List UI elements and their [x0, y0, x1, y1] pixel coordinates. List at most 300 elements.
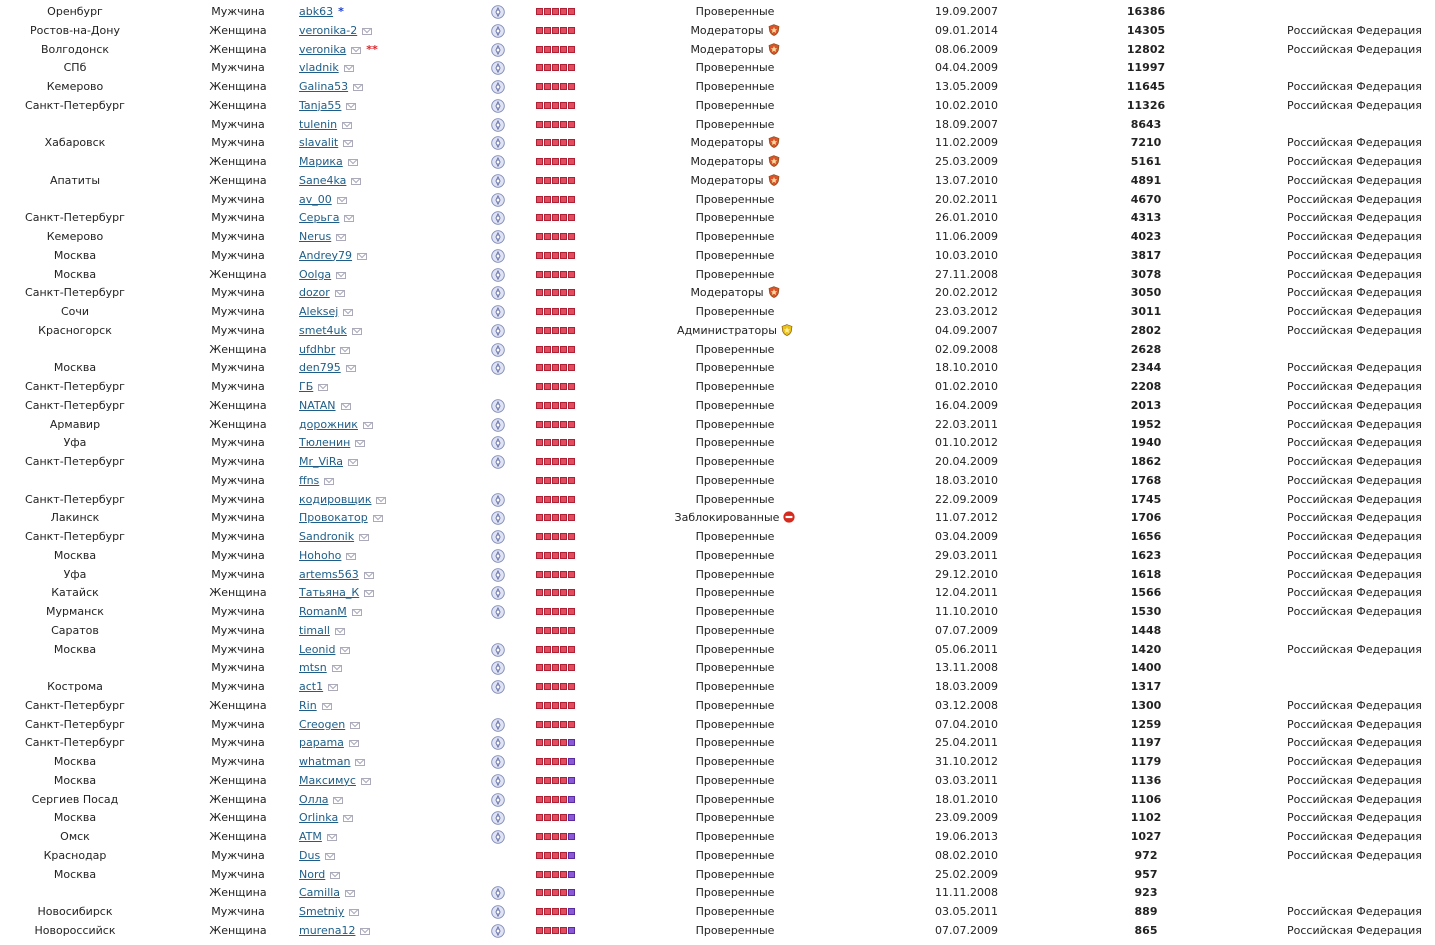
- reputation-squares: [536, 552, 576, 560]
- envelope-icon[interactable]: [341, 403, 351, 410]
- icq-icon[interactable]: [491, 530, 505, 544]
- envelope-icon[interactable]: [355, 759, 365, 766]
- icq-icon[interactable]: [491, 643, 505, 657]
- city: Москва: [53, 755, 97, 768]
- reputation-squares: [536, 46, 576, 54]
- icq-icon[interactable]: [491, 755, 505, 769]
- username-link[interactable]: Andrey79: [299, 248, 353, 262]
- reputation-square: [536, 458, 543, 465]
- envelope-icon[interactable]: [350, 722, 360, 729]
- city: Новороссийск: [34, 923, 116, 937]
- username-link[interactable]: Smetniy: [299, 905, 345, 918]
- envelope-icon[interactable]: [322, 703, 332, 710]
- reputation-squares: [536, 8, 576, 16]
- envelope-icon[interactable]: [343, 309, 353, 316]
- envelope-icon[interactable]: [349, 740, 359, 747]
- username-link[interactable]: Nerus: [299, 230, 332, 243]
- username-link[interactable]: Татьяна_К: [299, 586, 360, 600]
- envelope-icon[interactable]: [346, 365, 356, 372]
- reputation-square: [544, 27, 551, 34]
- member-row: [0, 678, 1435, 697]
- city: Кемерово: [46, 80, 104, 93]
- envelope-icon[interactable]: [361, 778, 371, 785]
- envelope-icon[interactable]: [351, 47, 361, 54]
- country: Российская Федерация: [1287, 98, 1422, 112]
- icq-icon[interactable]: [491, 680, 505, 694]
- username-link[interactable]: ufdhbr: [299, 342, 336, 356]
- city: СПб: [63, 61, 87, 75]
- icq-icon[interactable]: [491, 61, 505, 75]
- username-link[interactable]: av_00: [299, 192, 332, 206]
- gender: Мужчина: [211, 661, 265, 675]
- icq-icon[interactable]: [491, 418, 505, 432]
- envelope-icon[interactable]: [346, 553, 356, 560]
- reputation-square: [536, 177, 543, 184]
- registration-date: 11.06.2009: [935, 230, 998, 243]
- country: Российская Федерация: [1287, 923, 1422, 937]
- reputation-square: [568, 327, 575, 334]
- envelope-icon[interactable]: [336, 272, 346, 279]
- city: Хабаровск: [44, 136, 106, 150]
- registration-date: 13.05.2009: [935, 80, 998, 93]
- icq-icon[interactable]: [491, 568, 505, 582]
- city: Кострома: [47, 680, 103, 693]
- username-link[interactable]: vladnik: [299, 61, 339, 75]
- reputation-square: [536, 514, 543, 521]
- username-link[interactable]: ГБ: [299, 380, 314, 393]
- envelope-icon[interactable]: [343, 815, 353, 822]
- reputation-square: [568, 458, 575, 465]
- username-link[interactable]: smet4uk: [299, 323, 347, 337]
- icq-icon[interactable]: [491, 343, 505, 357]
- icq-icon[interactable]: [491, 661, 505, 675]
- post-count: 1952: [1130, 417, 1162, 431]
- envelope-icon[interactable]: [340, 347, 350, 354]
- username-link[interactable]: Sane4ka: [299, 173, 347, 187]
- icq-icon[interactable]: [491, 586, 505, 600]
- post-count: 1862: [1130, 455, 1162, 468]
- reputation-squares: [536, 777, 576, 785]
- icq-icon[interactable]: [491, 493, 505, 507]
- reputation-squares: [536, 102, 576, 110]
- moderator-shield-icon: [768, 286, 780, 298]
- username-link[interactable]: dozor: [299, 286, 330, 300]
- member-mark: **: [366, 42, 378, 56]
- group-label: Проверенные: [695, 192, 775, 206]
- member-row: [0, 116, 1435, 135]
- group-label: Проверенные: [695, 361, 775, 375]
- envelope-icon[interactable]: [344, 65, 354, 72]
- city: Санкт-Петербург: [25, 530, 125, 543]
- reputation-squares: [536, 402, 576, 410]
- envelope-icon[interactable]: [359, 534, 369, 541]
- username-link[interactable]: Максимус: [299, 773, 356, 787]
- envelope-icon[interactable]: [333, 797, 343, 804]
- username-cell: [299, 791, 343, 809]
- icq-icon[interactable]: [491, 830, 505, 844]
- reputation-squares: [536, 889, 576, 897]
- envelope-icon[interactable]: [357, 253, 367, 260]
- username-link[interactable]: abk63: [299, 5, 334, 18]
- username-link[interactable]: Rin: [299, 698, 317, 712]
- country: Российская Федерация: [1287, 530, 1422, 543]
- reputation-square: [560, 702, 567, 709]
- envelope-icon[interactable]: [330, 872, 340, 879]
- member-group: [640, 528, 830, 546]
- post-count: 4670: [1130, 192, 1162, 206]
- icq-icon[interactable]: [491, 193, 505, 207]
- reputation-square: [552, 83, 559, 90]
- envelope-icon[interactable]: [327, 834, 337, 841]
- registration-date: 01.10.2012: [935, 436, 998, 450]
- reputation-square: [568, 214, 575, 221]
- username-link[interactable]: veronika: [299, 42, 347, 56]
- envelope-icon[interactable]: [352, 328, 362, 335]
- username-cell: [299, 453, 358, 471]
- username-cell: [299, 641, 350, 659]
- envelope-icon[interactable]: [340, 647, 350, 654]
- envelope-icon[interactable]: [376, 497, 386, 504]
- member-row: [0, 59, 1435, 78]
- registration-date: 02.09.2008: [935, 342, 998, 356]
- reputation-square: [560, 608, 567, 615]
- username-link[interactable]: Aleksej: [299, 305, 339, 318]
- reputation-square: [544, 46, 551, 53]
- icq-icon[interactable]: [491, 155, 505, 169]
- username-cell: [299, 584, 374, 602]
- city: Саратов: [51, 623, 99, 637]
- reputation-square: [544, 871, 551, 878]
- icq-icon[interactable]: [491, 5, 505, 19]
- group-label: Проверенные: [695, 698, 775, 712]
- username-link[interactable]: ffns: [299, 473, 320, 487]
- username-link[interactable]: Tanja55: [299, 98, 342, 112]
- icq-icon[interactable]: [491, 174, 505, 188]
- reputation-squares: [536, 496, 576, 504]
- country: Российская Федерация: [1287, 548, 1422, 562]
- username-cell: [299, 866, 340, 884]
- group-label: Проверенные: [695, 886, 775, 900]
- reputation-square: [536, 927, 543, 934]
- username-link[interactable]: Nord: [299, 867, 326, 881]
- username-link[interactable]: Sandronik: [299, 530, 355, 543]
- envelope-icon[interactable]: [351, 178, 361, 185]
- icq-icon[interactable]: [491, 605, 505, 619]
- city: Санкт-Петербург: [25, 736, 125, 750]
- envelope-icon[interactable]: [348, 459, 358, 466]
- member-group: [640, 884, 830, 902]
- username-link[interactable]: Марика: [299, 155, 343, 168]
- member-group: [640, 59, 830, 77]
- envelope-icon[interactable]: [346, 103, 356, 110]
- envelope-icon[interactable]: [335, 628, 345, 635]
- envelope-icon[interactable]: [352, 609, 362, 616]
- envelope-icon[interactable]: [335, 290, 345, 297]
- gender: Мужчина: [211, 61, 265, 75]
- icq-icon[interactable]: [491, 305, 505, 319]
- icq-icon[interactable]: [491, 924, 505, 938]
- username-link[interactable]: кодировщик: [299, 492, 372, 506]
- username-link[interactable]: tulenin: [299, 117, 338, 131]
- member-row: [0, 453, 1435, 472]
- envelope-icon[interactable]: [364, 572, 374, 579]
- reputation-square: [560, 383, 567, 390]
- icq-icon[interactable]: [491, 811, 505, 825]
- envelope-icon[interactable]: [364, 590, 374, 597]
- username-link[interactable]: ATM: [299, 830, 322, 843]
- username-link[interactable]: Тюленин: [299, 436, 351, 450]
- admin-shield-icon: [781, 324, 793, 336]
- envelope-icon[interactable]: [324, 478, 334, 485]
- country: Российская Федерация: [1287, 286, 1422, 300]
- member-group: [640, 397, 830, 415]
- reputation-squares: [536, 908, 576, 916]
- member-group: [640, 491, 830, 509]
- registration-date: 18.10.2010: [935, 361, 998, 375]
- envelope-icon[interactable]: [328, 684, 338, 691]
- username-link[interactable]: Orlinka: [299, 811, 339, 825]
- member-row: [0, 509, 1435, 528]
- icq-icon[interactable]: [491, 136, 505, 150]
- group-label: Модераторы: [690, 136, 764, 150]
- icq-icon[interactable]: [491, 511, 505, 525]
- reputation-square: [568, 871, 575, 878]
- envelope-icon[interactable]: [353, 84, 363, 91]
- icq-icon[interactable]: [491, 436, 505, 450]
- post-count: 923: [1134, 886, 1158, 900]
- icq-icon[interactable]: [491, 736, 505, 750]
- envelope-icon[interactable]: [325, 853, 335, 860]
- gender: Женщина: [209, 42, 267, 56]
- reputation-square: [568, 289, 575, 296]
- country: Российская Федерация: [1287, 173, 1422, 187]
- username-cell: [299, 59, 354, 77]
- icq-icon[interactable]: [491, 118, 505, 132]
- members-list: [0, 3, 1435, 941]
- envelope-icon[interactable]: [360, 928, 370, 935]
- reputation-squares: [536, 364, 576, 372]
- moderator-shield-icon: [768, 24, 780, 36]
- username-link[interactable]: timall: [299, 623, 330, 637]
- icq-icon[interactable]: [491, 455, 505, 469]
- group-label: Модераторы: [690, 23, 764, 37]
- envelope-icon[interactable]: [362, 28, 372, 35]
- username-link[interactable]: artems563: [299, 567, 359, 581]
- reputation-square: [544, 402, 551, 409]
- reputation-square: [560, 27, 567, 34]
- member-group: [640, 453, 830, 471]
- envelope-icon[interactable]: [345, 890, 355, 897]
- post-count: 12802: [1126, 42, 1166, 56]
- username-link[interactable]: slavalit: [299, 136, 339, 150]
- moderator-shield-icon: [768, 155, 780, 167]
- icq-icon[interactable]: [491, 230, 505, 244]
- envelope-icon[interactable]: [373, 515, 383, 522]
- username-cell: [299, 322, 362, 340]
- username-link[interactable]: Mr_ViRa: [299, 455, 343, 468]
- icq-icon[interactable]: [491, 43, 505, 57]
- city: Москва: [53, 642, 97, 656]
- username-link[interactable]: veronika-2: [299, 23, 358, 37]
- reputation-square: [568, 139, 575, 146]
- member-group: [640, 266, 830, 284]
- country: Российская Федерация: [1287, 230, 1422, 243]
- member-row: [0, 378, 1435, 397]
- icq-icon[interactable]: [491, 793, 505, 807]
- envelope-icon[interactable]: [336, 234, 346, 241]
- username-link[interactable]: дорожник: [299, 417, 358, 431]
- group-label: Проверенные: [695, 586, 775, 600]
- reputation-square: [560, 758, 567, 765]
- icq-icon[interactable]: [491, 774, 505, 788]
- member-group: [640, 678, 830, 696]
- member-group: [640, 734, 830, 752]
- member-row: [0, 659, 1435, 678]
- gender: Мужчина: [211, 455, 265, 468]
- reputation-squares: [536, 83, 576, 91]
- post-count: 11326: [1126, 98, 1166, 112]
- member-row: [0, 78, 1435, 97]
- reputation-squares: [536, 271, 576, 279]
- reputation-squares: [536, 533, 576, 541]
- username-link[interactable]: whatman: [299, 755, 351, 768]
- member-row: [0, 247, 1435, 266]
- username-link[interactable]: act1: [299, 680, 324, 693]
- icq-icon[interactable]: [491, 99, 505, 113]
- member-row: [0, 791, 1435, 810]
- envelope-icon[interactable]: [318, 384, 328, 391]
- icq-icon[interactable]: [491, 718, 505, 732]
- envelope-icon[interactable]: [344, 215, 354, 222]
- gender: Женщина: [209, 811, 267, 825]
- member-row: [0, 191, 1435, 210]
- reputation-square: [568, 346, 575, 353]
- reputation-square: [552, 552, 559, 559]
- username-link[interactable]: den795: [299, 361, 341, 375]
- icq-icon[interactable]: [491, 399, 505, 413]
- icq-icon[interactable]: [491, 286, 505, 300]
- reputation-square: [536, 796, 543, 803]
- username-link[interactable]: Oolga: [299, 267, 332, 281]
- username-link[interactable]: Dus: [299, 848, 321, 862]
- reputation-square: [552, 64, 559, 71]
- username-link[interactable]: Creogen: [299, 717, 346, 731]
- member-row: [0, 134, 1435, 153]
- username-link[interactable]: NATAN: [299, 398, 336, 412]
- reputation-square: [536, 852, 543, 859]
- envelope-icon[interactable]: [363, 422, 373, 429]
- gender: Мужчина: [211, 548, 265, 562]
- envelope-icon[interactable]: [342, 122, 352, 129]
- icq-icon[interactable]: [491, 24, 505, 38]
- icq-icon[interactable]: [491, 324, 505, 338]
- reputation-square: [544, 814, 551, 821]
- envelope-icon[interactable]: [348, 159, 358, 166]
- reputation-square: [544, 927, 551, 934]
- group-label: Модераторы: [690, 173, 764, 187]
- username-link[interactable]: Galina53: [299, 80, 349, 93]
- reputation-squares: [536, 721, 576, 729]
- envelope-icon[interactable]: [337, 197, 347, 204]
- gender: Женщина: [209, 23, 267, 37]
- username-link[interactable]: Leonid: [299, 642, 336, 656]
- group-label: Проверенные: [695, 230, 775, 243]
- member-group: [640, 172, 830, 190]
- username-link[interactable]: Провокатор: [299, 511, 368, 525]
- member-row: [0, 359, 1435, 378]
- post-count: 1400: [1130, 661, 1162, 675]
- gender: Мужчина: [211, 361, 265, 375]
- username-cell: [299, 847, 335, 865]
- username-link[interactable]: Серьга: [299, 211, 340, 225]
- member-row: [0, 209, 1435, 228]
- reputation-square: [568, 402, 575, 409]
- group-label: Проверенные: [695, 567, 775, 581]
- reputation-square: [568, 739, 575, 746]
- icq-icon[interactable]: [491, 361, 505, 375]
- username-link[interactable]: papama: [299, 736, 344, 750]
- username-link[interactable]: RomanM: [299, 605, 347, 618]
- icq-icon[interactable]: [491, 80, 505, 94]
- reputation-square: [536, 702, 543, 709]
- post-count: 889: [1134, 905, 1158, 918]
- registration-date: 03.05.2011: [935, 905, 998, 918]
- icq-icon[interactable]: [491, 268, 505, 282]
- envelope-icon[interactable]: [349, 909, 359, 916]
- envelope-icon[interactable]: [355, 440, 365, 447]
- member-group: [640, 547, 830, 565]
- reputation-square: [544, 889, 551, 896]
- member-group: [640, 341, 830, 359]
- icq-icon[interactable]: [491, 249, 505, 263]
- username-link[interactable]: murena12: [299, 923, 356, 937]
- reputation-square: [568, 646, 575, 653]
- icq-icon[interactable]: [491, 905, 505, 919]
- reputation-square: [536, 533, 543, 540]
- reputation-square: [536, 908, 543, 915]
- member-group: [640, 922, 830, 940]
- reputation-square: [568, 83, 575, 90]
- group-label: Проверенные: [695, 530, 775, 543]
- icq-icon[interactable]: [491, 211, 505, 225]
- reputation-square: [560, 871, 567, 878]
- envelope-icon[interactable]: [332, 665, 342, 672]
- post-count: 1623: [1130, 548, 1162, 562]
- group-label: Проверенные: [695, 61, 775, 75]
- envelope-icon[interactable]: [343, 140, 353, 147]
- country: Российская Федерация: [1287, 698, 1422, 712]
- username-link[interactable]: mtsn: [299, 661, 327, 675]
- country: Российская Федерация: [1287, 305, 1422, 318]
- registration-date: 04.09.2007: [935, 323, 998, 337]
- username-link[interactable]: Camilla: [299, 886, 341, 900]
- reputation-square: [536, 346, 543, 353]
- icq-icon[interactable]: [491, 549, 505, 563]
- username-link[interactable]: Hohoho: [299, 548, 342, 562]
- post-count: 16386: [1126, 5, 1166, 18]
- member-group: [640, 228, 830, 246]
- reputation-square: [560, 908, 567, 915]
- icq-icon[interactable]: [491, 886, 505, 900]
- member-row: [0, 903, 1435, 922]
- reputation-square: [560, 721, 567, 728]
- city: Санкт-Петербург: [25, 455, 125, 468]
- reputation-square: [568, 364, 575, 371]
- reputation-square: [568, 533, 575, 540]
- reputation-square: [536, 627, 543, 634]
- group-label: Проверенные: [695, 792, 775, 806]
- username-link[interactable]: Олла: [299, 792, 329, 806]
